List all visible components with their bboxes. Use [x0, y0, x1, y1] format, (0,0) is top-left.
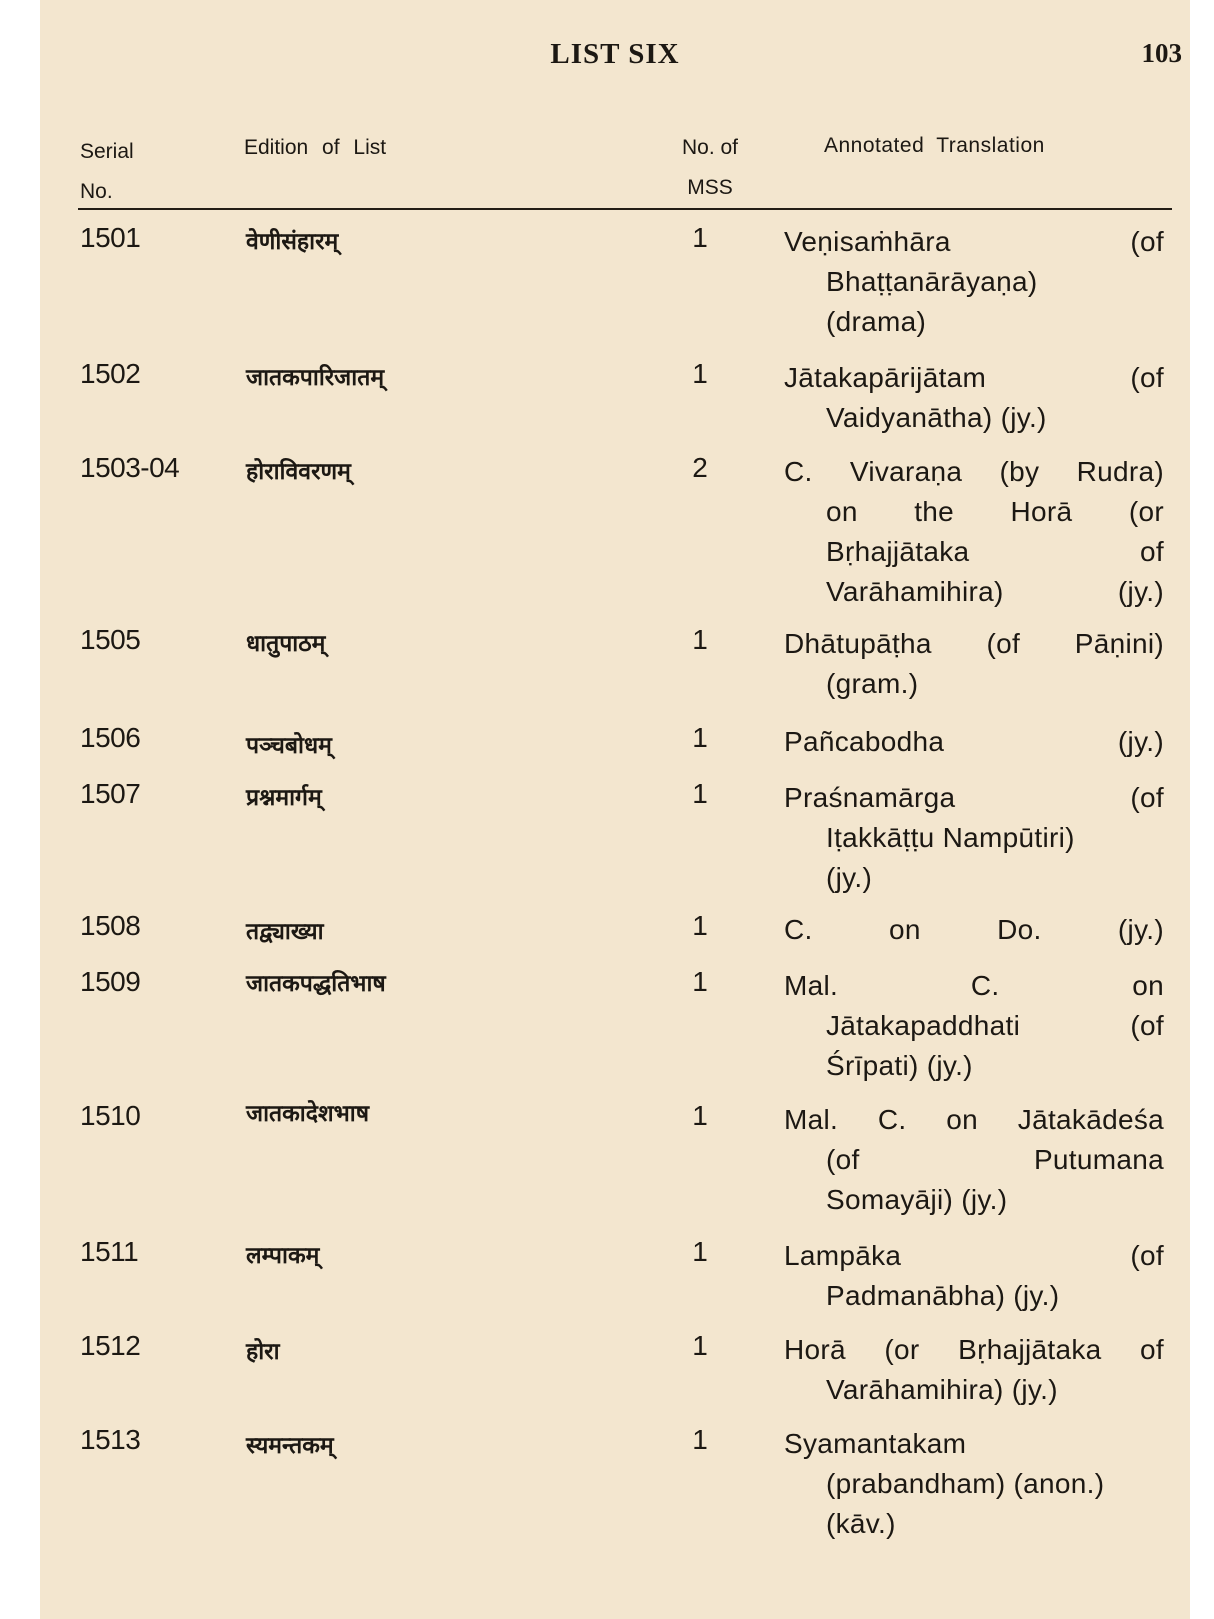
edition-title: वेणीसंहारम् [246, 229, 339, 255]
edition-title: जातकादेशभाष [246, 1101, 370, 1127]
serial-number: 1510 [80, 1100, 141, 1131]
annotated-translation [784, 722, 1164, 762]
edition-title: जातकपद्धतिभाष [246, 971, 386, 997]
translation-line: Śrīpati) (jy.) [826, 1050, 973, 1081]
serial-number: 1505 [80, 624, 141, 655]
translation-line: C. on Do. (jy.) [784, 914, 1164, 945]
translation-line: Praśnamārga (of [784, 782, 1164, 813]
translation-line: Veṇisaṁhāra (of [784, 226, 1164, 257]
edition-title: लम्पाकम् [246, 1243, 320, 1269]
translation-line: Varāhamihira) (jy.) [826, 576, 1164, 607]
mss-count: 1 [692, 222, 708, 253]
edition-title: जातकपारिजातम् [246, 365, 385, 391]
header-rule [78, 208, 1172, 210]
annotated-translation [784, 1236, 1164, 1316]
annotated-translation [784, 778, 1164, 898]
translation-line: Mal. C. on [784, 970, 1164, 1001]
translation-line: (prabandham) (anon.) [826, 1468, 1105, 1499]
mss-count: 1 [692, 722, 708, 753]
annotated-translation [784, 624, 1164, 704]
column-header-serial: Serial No. [80, 140, 134, 203]
annotated-translation [784, 222, 1164, 342]
mss-count: 1 [692, 1424, 708, 1455]
mss-count: 1 [692, 1100, 708, 1131]
translation-line: Pañcabodha (jy.) [784, 726, 1164, 757]
serial-number: 1512 [80, 1330, 141, 1361]
translation-line: Padmanābha) (jy.) [826, 1280, 1060, 1311]
serial-number: 1506 [80, 722, 141, 753]
translation-line: Varāhamihira) (jy.) [826, 1374, 1058, 1405]
serial-number: 1511 [80, 1236, 139, 1267]
translation-line: (of Putumana [826, 1144, 1164, 1175]
annotated-translation [784, 966, 1164, 1086]
translation-line: Dhātupāṭha (of Pāṇini) [784, 628, 1164, 659]
edition-title: होराविवरणम् [246, 459, 351, 485]
mss-count: 1 [692, 966, 708, 997]
serial-number: 1503-04 [80, 452, 180, 483]
annotated-translation [784, 1424, 1164, 1544]
translation-line: C. Vivaraṇa (by Rudra) [784, 456, 1164, 487]
column-header-edition: Edition of List [244, 136, 387, 159]
annotated-translation [784, 358, 1164, 438]
edition-title: प्रश्नमार्गम् [246, 785, 322, 811]
translation-line: Somayāji) (jy.) [826, 1184, 1008, 1215]
serial-number: 1508 [80, 910, 141, 941]
edition-title: होरा [246, 1339, 280, 1365]
translation-line: (gram.) [826, 668, 919, 699]
annotated-translation [784, 1330, 1164, 1410]
serial-number: 1501 [80, 222, 141, 253]
mss-count: 1 [692, 358, 708, 389]
translation-line: (kāv.) [826, 1508, 896, 1539]
translation-line: Jātakapārijātam (of [784, 362, 1164, 393]
annotated-translation [784, 452, 1164, 612]
translation-line: Iṭakkāṭṭu Nampūtiri) [826, 822, 1075, 853]
page-number: 103 [1141, 38, 1182, 68]
edition-title: पञ्चबोधम् [246, 733, 332, 759]
mss-count: 1 [692, 1236, 708, 1267]
column-header-translation: Annotated Translation [824, 134, 1045, 157]
column-header-mss: No. of MSS [681, 136, 739, 199]
serial-number: 1509 [80, 966, 141, 997]
translation-line: Jātakapaddhati (of [826, 1010, 1164, 1041]
translation-line: Horā (or Bṛhajjātaka of [784, 1334, 1164, 1365]
running-title: LIST SIX [550, 38, 680, 70]
mss-count: 2 [692, 452, 708, 483]
translation-line: Vaidyanātha) (jy.) [826, 402, 1047, 433]
serial-number: 1502 [80, 358, 141, 389]
translation-line: (jy.) [826, 862, 873, 893]
mss-count: 1 [692, 1330, 708, 1361]
edition-title: तद्व्याख्या [246, 919, 324, 945]
translation-line: Mal. C. on Jātakādeśa [784, 1104, 1164, 1135]
book-page [40, 0, 1190, 1619]
translation-line: on the Horā (or [826, 496, 1164, 527]
translation-line: Bhaṭṭanārāyaṇa) [826, 266, 1038, 297]
edition-title: स्यमन्तकम् [246, 1433, 334, 1459]
annotated-translation [784, 910, 1164, 950]
translation-line: Syamantakam [784, 1428, 967, 1459]
translation-line: Bṛhajjātaka of [826, 536, 1164, 567]
serial-number: 1513 [80, 1424, 141, 1455]
serial-number: 1507 [80, 778, 141, 809]
translation-line: Lampāka (of [784, 1240, 1164, 1271]
annotated-translation [784, 1100, 1164, 1220]
mss-count: 1 [692, 778, 708, 809]
mss-count: 1 [692, 910, 708, 941]
edition-title: धातुपाठम् [246, 631, 326, 657]
mss-count: 1 [692, 624, 708, 655]
translation-line: (drama) [826, 306, 927, 337]
